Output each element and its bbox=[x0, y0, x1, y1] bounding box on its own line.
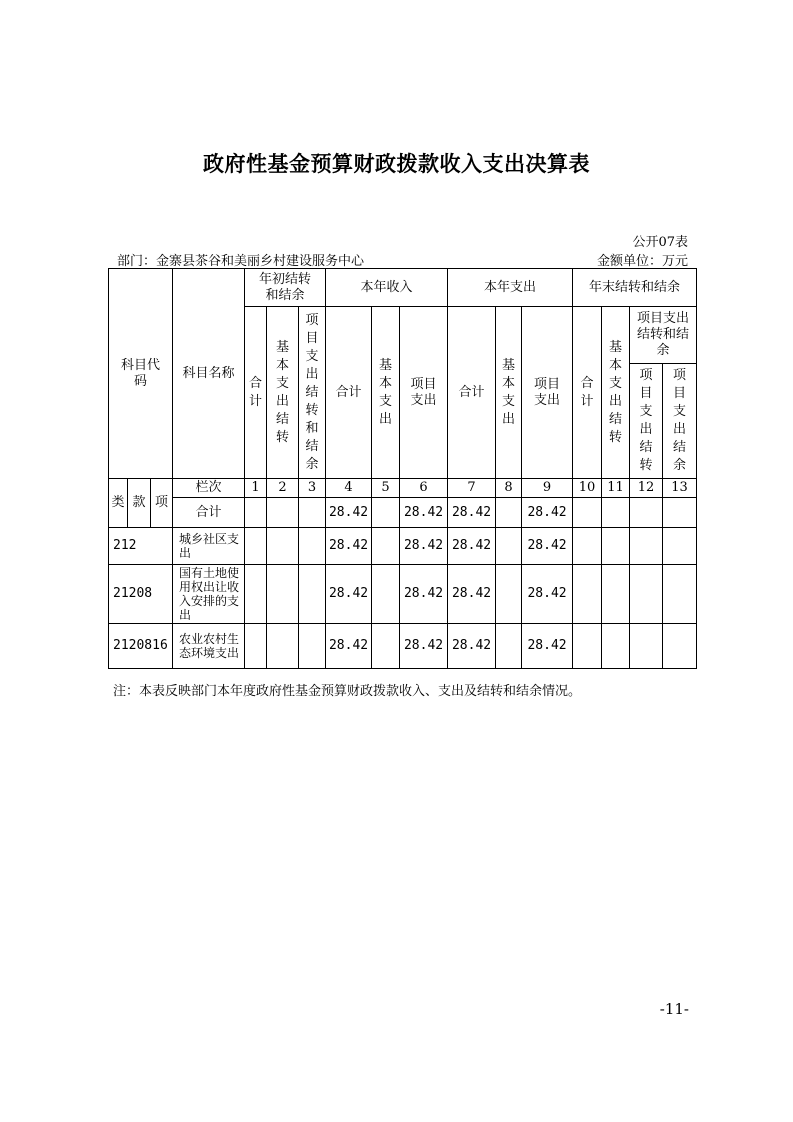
current-income-header: 本年收入 bbox=[326, 269, 448, 307]
table-row bbox=[109, 528, 697, 565]
kuan-header: 款 bbox=[128, 479, 151, 528]
expense-project-header: 项目支出 bbox=[522, 307, 573, 479]
begin-total-header: 合计 bbox=[245, 307, 267, 479]
col-number: 3 bbox=[299, 479, 326, 498]
expense-basic-header: 基本支出 bbox=[496, 307, 522, 479]
col-number: 6 bbox=[400, 479, 448, 498]
current-expense-header: 本年支出 bbox=[448, 269, 573, 307]
expense-total-value: 28.42 bbox=[448, 624, 496, 669]
income-basic-header: 基本支出 bbox=[372, 307, 400, 479]
expense-total-value: 28.42 bbox=[448, 565, 496, 624]
income-project-value: 28.42 bbox=[400, 498, 448, 528]
expense-project-value: 28.42 bbox=[522, 565, 573, 624]
col-number: 1 bbox=[245, 479, 267, 498]
expense-total-value: 28.42 bbox=[448, 498, 496, 528]
lei-header: 类 bbox=[109, 479, 128, 528]
income-total-value: 28.42 bbox=[326, 498, 372, 528]
begin-balance-header: 年初结转和结余 bbox=[245, 269, 326, 307]
end-basic-header: 基本支出结转 bbox=[602, 307, 630, 479]
income-project-value: 28.42 bbox=[400, 528, 448, 565]
income-project-value: 28.42 bbox=[400, 624, 448, 669]
department-label: 部门：金寨县茶谷和美丽乡村建设服务中心 bbox=[117, 254, 365, 269]
income-total-value: 28.42 bbox=[326, 624, 372, 669]
expense-project-value: 28.42 bbox=[522, 624, 573, 669]
expense-total-header: 合计 bbox=[448, 307, 496, 479]
xiang-header: 项 bbox=[151, 479, 173, 528]
end-project-carryover-header: 项目支出结转 bbox=[630, 364, 663, 479]
begin-project-header: 项目支出结转和结余 bbox=[299, 307, 326, 479]
table-row bbox=[109, 498, 697, 528]
form-number: 公开07表 bbox=[632, 235, 688, 250]
page-title: 政府性基金预算财政拨款收入支出决算表 bbox=[203, 152, 590, 176]
col-number: 11 bbox=[602, 479, 630, 498]
page-number: -11- bbox=[659, 1000, 689, 1018]
col-number: 2 bbox=[267, 479, 299, 498]
row-code: 21208 bbox=[109, 565, 173, 624]
end-total-header: 合计 bbox=[573, 307, 602, 479]
expense-total-value: 28.42 bbox=[448, 528, 496, 565]
col-number: 12 bbox=[630, 479, 663, 498]
income-total-value: 28.42 bbox=[326, 565, 372, 624]
footnote: 注：本表反映部门本年度政府性基金预算财政拨款收入、支出及结转和结余情况。 bbox=[113, 684, 582, 699]
column-index-label: 栏次 bbox=[173, 479, 245, 498]
row-name: 合计 bbox=[173, 498, 245, 528]
end-project-balance-header: 项目支出结余 bbox=[663, 364, 697, 479]
subject-code-header: 科目代码 bbox=[109, 269, 173, 479]
header-row-1 bbox=[109, 269, 697, 307]
budget-table bbox=[108, 268, 697, 669]
amount-unit-label: 金额单位：万元 bbox=[596, 254, 688, 269]
col-number: 7 bbox=[448, 479, 496, 498]
col-number: 5 bbox=[372, 479, 400, 498]
end-project-group-header: 项目支出结转和结余 bbox=[630, 307, 697, 364]
table-row bbox=[109, 624, 697, 669]
row-code: 2120816 bbox=[109, 624, 173, 669]
row-name: 农业农村生态环境支出 bbox=[173, 624, 245, 669]
col-number: 4 bbox=[326, 479, 372, 498]
begin-basic-header: 基本支出结转 bbox=[267, 307, 299, 479]
col-number: 10 bbox=[573, 479, 602, 498]
row-code: 212 bbox=[109, 528, 173, 565]
subject-name-header: 科目名称 bbox=[173, 269, 245, 479]
column-index-row bbox=[109, 479, 697, 498]
end-balance-header: 年末结转和结余 bbox=[573, 269, 697, 307]
col-number: 9 bbox=[522, 479, 573, 498]
income-project-value: 28.42 bbox=[400, 565, 448, 624]
expense-project-value: 28.42 bbox=[522, 528, 573, 565]
table-row bbox=[109, 565, 697, 624]
col-number: 13 bbox=[663, 479, 697, 498]
col-number: 8 bbox=[496, 479, 522, 498]
expense-project-value: 28.42 bbox=[522, 498, 573, 528]
row-name: 城乡社区支出 bbox=[173, 528, 245, 565]
income-total-value: 28.42 bbox=[326, 528, 372, 565]
income-project-header: 项目支出 bbox=[400, 307, 448, 479]
row-name: 国有土地使用权出让收入安排的支出 bbox=[173, 565, 245, 624]
income-total-header: 合计 bbox=[326, 307, 372, 479]
